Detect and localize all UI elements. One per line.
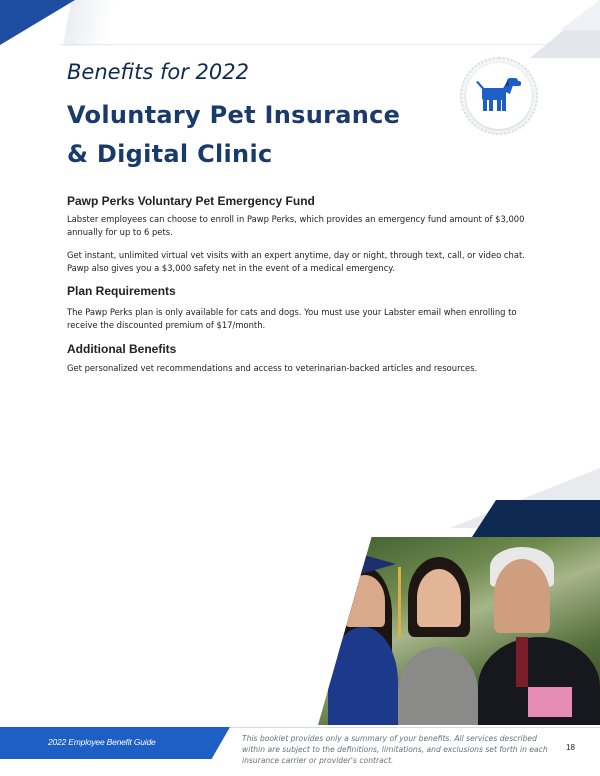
section-heading-additional-benefits: Additional Benefits (67, 342, 177, 356)
corner-decoration-blue (0, 0, 75, 45)
graduation-cap (332, 555, 396, 573)
photo-tie (516, 637, 528, 687)
paragraph-additional-benefits: Get personalized vet recommendations and access to veterinarian-backed articles and resources. (67, 363, 478, 373)
paragraph-plan-requirements: The Pawp Perks plan is only available for cats and dogs. You must use your Labster email when enrolling to receive the discounted premium of $17/month. (67, 307, 517, 330)
photo-gift (528, 687, 572, 717)
badge (466, 63, 532, 129)
page-subtitle: Benefits for 2022 (67, 60, 249, 84)
section-heading-pet-fund: Pawp Perks Voluntary Pet Emergency Fund (67, 194, 315, 208)
header-divider (60, 44, 570, 45)
page-title: Voluntary Pet Insurance & Digital Clinic (67, 101, 401, 168)
photo-person-grandfather-face (494, 559, 550, 633)
photo-person-mother (398, 647, 478, 725)
footer-guide-label: 2022 Employee Benefit Guide (48, 737, 156, 747)
footer-divider (230, 727, 600, 728)
section-heading-plan-requirements: Plan Requirements (67, 284, 176, 298)
paragraph-pet-fund-1: Labster employees can choose to enroll in Pawp Perks, which provides an emergency fund amount of $3,000 annually for up to 6 pets. (67, 214, 525, 237)
photo-person-graduate-face (345, 575, 385, 627)
paragraph-pet-fund-2: Get instant, unlimited virtual vet visits with an expert anytime, day or night, through text, call, or video chat. Pawp also gives you a $3,000 safety net in the event of a medical emergency. (67, 250, 525, 273)
photo-person-mother-face (417, 569, 461, 627)
family-photo (318, 537, 600, 725)
graduation-tassel (398, 567, 401, 637)
dog-icon (474, 76, 524, 116)
corner-decoration-right-light (560, 0, 600, 30)
footer-disclaimer: This booklet provides only a summary of your benefits. All services described within are subject to the definitions, limitations, and exclusions set forth in each insurance carrier or provider's contract. (242, 734, 548, 765)
page-number: 18 (566, 743, 575, 752)
